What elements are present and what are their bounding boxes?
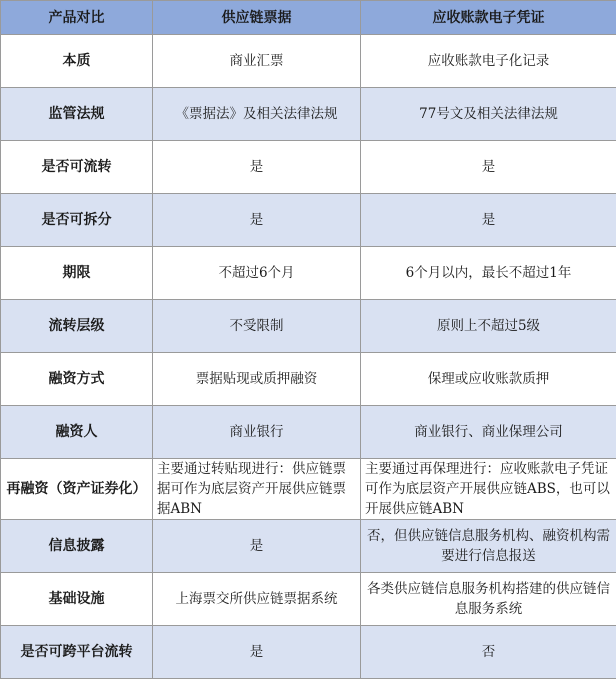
receivable-e-voucher-cell: 各类供应链信息服务机构搭建的供应链信息服务系统 — [361, 573, 616, 626]
row-label: 期限 — [1, 247, 153, 300]
supply-chain-bill-cell: 是 — [153, 141, 361, 194]
receivable-e-voucher-cell: 77号文及相关法律法规 — [361, 88, 616, 141]
supply-chain-bill-cell: 不超过6个月 — [153, 247, 361, 300]
supply-chain-bill-cell: 主要通过转贴现进行：供应链票据可作为底层资产开展供应链票据ABN — [153, 459, 361, 520]
supply-chain-bill-cell: 票据贴现或质押融资 — [153, 353, 361, 406]
table-row — [1, 520, 616, 573]
table-row — [1, 88, 616, 141]
receivable-e-voucher-cell: 主要通过再保理进行：应收账款电子凭证可作为底层资产开展供应链ABS，也可以开展供应链ABN — [361, 459, 616, 520]
header-comparison: 产品对比 — [1, 1, 153, 35]
table-row — [1, 300, 616, 353]
row-label: 监管法规 — [1, 88, 153, 141]
supply-chain-bill-cell: 上海票交所供应链票据系统 — [153, 573, 361, 626]
row-label: 信息披露 — [1, 520, 153, 573]
receivable-e-voucher-cell: 商业银行、商业保理公司 — [361, 406, 616, 459]
table-row — [1, 406, 616, 459]
row-label: 是否可流转 — [1, 141, 153, 194]
table-header-row — [1, 1, 616, 35]
supply-chain-bill-cell: 不受限制 — [153, 300, 361, 353]
row-label: 流转层级 — [1, 300, 153, 353]
header-supply-chain-bill: 供应链票据 — [153, 1, 361, 35]
table-row — [1, 573, 616, 626]
supply-chain-bill-cell: 商业银行 — [153, 406, 361, 459]
table-row — [1, 626, 616, 679]
table-row — [1, 194, 616, 247]
row-label: 是否可跨平台流转 — [1, 626, 153, 679]
receivable-e-voucher-cell: 是 — [361, 194, 616, 247]
supply-chain-bill-cell: 是 — [153, 194, 361, 247]
receivable-e-voucher-cell: 否，但供应链信息服务机构、融资机构需要进行信息报送 — [361, 520, 616, 573]
row-label: 是否可拆分 — [1, 194, 153, 247]
supply-chain-bill-cell: 是 — [153, 626, 361, 679]
row-label: 融资方式 — [1, 353, 153, 406]
row-label: 再融资（资产证券化） — [1, 459, 153, 520]
row-label: 基础设施 — [1, 573, 153, 626]
table-row — [1, 247, 616, 300]
supply-chain-bill-cell: 是 — [153, 520, 361, 573]
receivable-e-voucher-cell: 应收账款电子化记录 — [361, 35, 616, 88]
table-row — [1, 35, 616, 88]
table-row — [1, 459, 616, 520]
receivable-e-voucher-cell: 是 — [361, 141, 616, 194]
header-receivable-e-voucher: 应收账款电子凭证 — [361, 1, 616, 35]
supply-chain-bill-cell: 商业汇票 — [153, 35, 361, 88]
row-label: 融资人 — [1, 406, 153, 459]
supply-chain-bill-cell: 《票据法》及相关法律法规 — [153, 88, 361, 141]
receivable-e-voucher-cell: 保理或应收账款质押 — [361, 353, 616, 406]
table-row — [1, 353, 616, 406]
receivable-e-voucher-cell: 原则上不超过5级 — [361, 300, 616, 353]
row-label: 本质 — [1, 35, 153, 88]
receivable-e-voucher-cell: 6个月以内，最长不超过1年 — [361, 247, 616, 300]
table-row — [1, 141, 616, 194]
receivable-e-voucher-cell: 否 — [361, 626, 616, 679]
